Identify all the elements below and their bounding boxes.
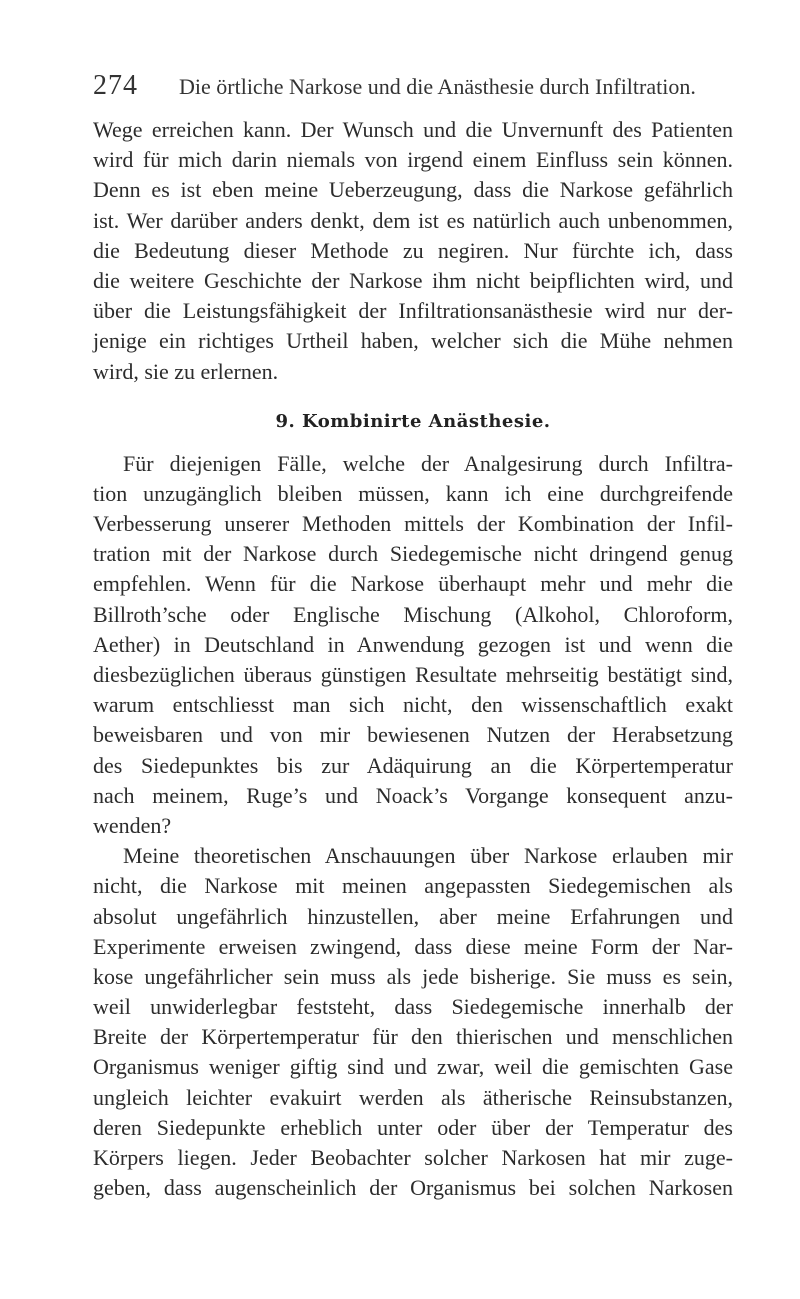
text-line: diesbezüglichen überaus günstigen Resultate mehrseitig bestätigt sind,: [93, 662, 733, 687]
text-line: beweisbaren und von mir bewiesenen Nutzen der Herabsetzung: [93, 722, 733, 748]
page-number: 274: [93, 70, 138, 101]
text-line: Billroth’sche oder Englische Mischung (Alkohol, Chloroform,: [93, 601, 733, 627]
text-line: nicht, die Narkose mit meinen angepassten Siedegemischen als: [93, 873, 733, 899]
text-line: empfehlen. Wenn für die Narkose überhaupt mehr und mehr die: [93, 571, 733, 597]
text-line: Experimente erweisen zwingend, dass diese meine Form der Nar-: [93, 933, 733, 959]
text-line: wenden?: [93, 812, 172, 838]
paragraph-2: [93, 449, 733, 841]
text-line: absolut ungefährlich hinzustellen, aber meine Erfahrungen und: [93, 903, 733, 929]
text-line: weil unwiderlegbar feststeht, dass Siedegemische innerhalb der: [93, 994, 733, 1020]
text-line: geben, dass augenscheinlich der Organismus bei solchen Narkosen: [93, 1175, 733, 1201]
text-line: ungleich leichter evakuirt werden als ätherische Reinsubstanzen,: [93, 1084, 733, 1110]
running-title: Die örtliche Narkose und die Anästhesie durch Infiltration.: [179, 74, 696, 99]
text-line: wird für mich darin niemals von irgend einem Einfluss sein können.: [93, 147, 733, 173]
text-line: Verbesserung unserer Methoden mittels der Kombination der Infil-: [93, 511, 733, 537]
text-line: des Siedepunktes bis zur Adäquirung an die Körpertemperatur: [93, 752, 733, 778]
section-heading: 9. Kombinirte Anästhesie.: [275, 410, 551, 432]
body-text: [93, 115, 733, 1203]
text-line: Aether) in Deutschland in Anwendung gezogen ist und wenn die: [93, 631, 733, 657]
text-line: deren Siedepunkte erheblich unter oder über der Temperatur des: [93, 1114, 733, 1140]
text-line: die Bedeutung dieser Methode zu negiren. Nur fürchte ich, dass: [93, 237, 733, 263]
paragraph-3: [93, 841, 733, 1203]
text-line: Wege erreichen kann. Der Wunsch und die Unvernunft des Patienten: [93, 117, 733, 142]
paragraph-1: [93, 115, 733, 387]
text-line: ist. Wer darüber anders denkt, dem ist es natürlich auch unbenommen,: [93, 207, 733, 233]
text-line: Für diejenigen Fälle, welche der Analgesirung durch Infiltra-: [123, 450, 733, 476]
text-line: kose ungefährlicher sein muss als jede bisherige. Sie muss es sein,: [93, 963, 733, 989]
text-line: wird, sie zu erlernen.: [93, 358, 279, 384]
text-line: Organismus weniger giftig sind und zwar, weil die gemischten Gase: [93, 1054, 733, 1080]
text-line: jenige ein richtiges Urtheil haben, welcher sich die Mühe nehmen: [93, 328, 733, 354]
text-line: Breite der Körpertemperatur für den thierischen und menschlichen: [93, 1024, 733, 1050]
text-line: die weitere Geschichte der Narkose ihm nicht beipflichten wird, und: [93, 267, 733, 293]
text-line: Denn es ist eben meine Ueberzeugung, dass die Narkose gefährlich: [93, 177, 733, 203]
page-header: [93, 66, 733, 102]
text-line: warum entschliesst man sich nicht, den wissenschaftlich exakt: [93, 692, 733, 718]
text-line: Körpers liegen. Jeder Beobachter solcher Narkosen hat mir zuge-: [93, 1145, 733, 1170]
text-line: tion unzugänglich bleiben müssen, kann ich eine durchgreifende: [93, 480, 733, 506]
text-line: über die Leistungsfähigkeit der Infiltrationsanästhesie wird nur der-: [93, 298, 733, 324]
text-line: tration mit der Narkose durch Siedegemische nicht dringend genug: [93, 541, 733, 567]
text-line: Meine theoretischen Anschauungen über Narkose erlauben mir: [123, 843, 733, 869]
text-line: nach meinem, Ruge’s und Noack’s Vorgange konsequent anzu-: [93, 782, 733, 808]
